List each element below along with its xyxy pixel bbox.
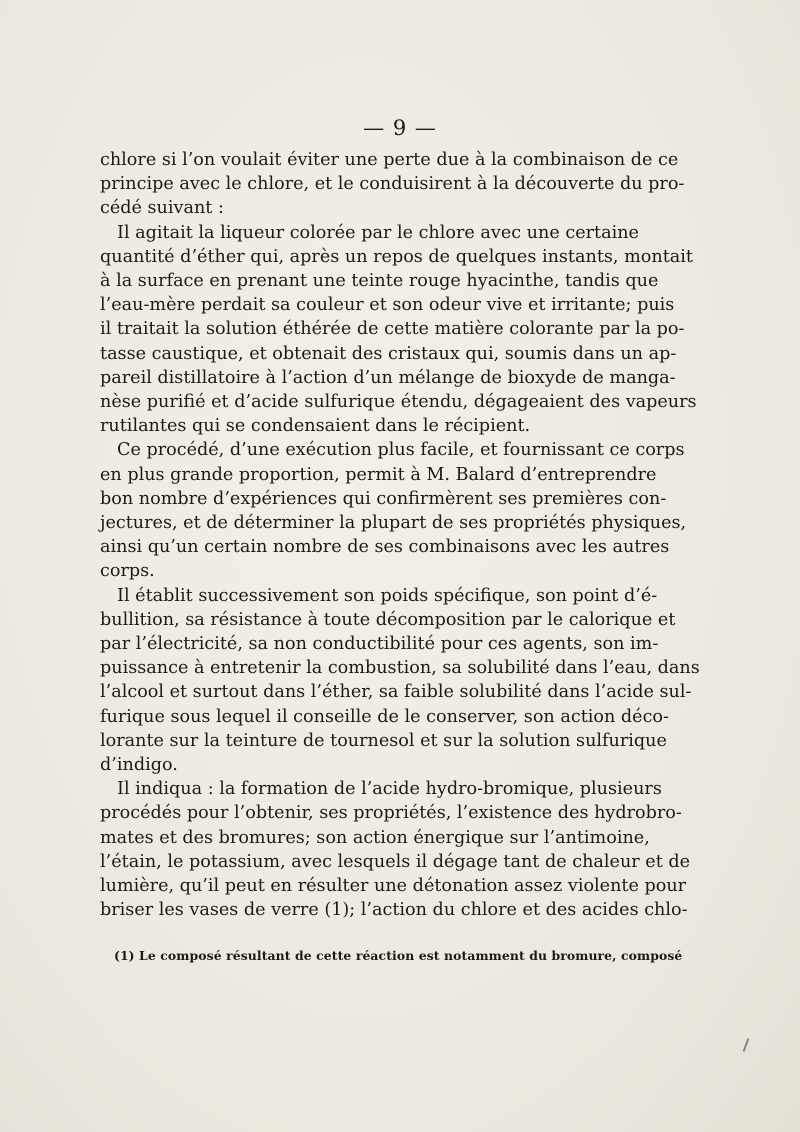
paragraph-start-line: Il établit successivement son poids spécifique, son point d’é- — [117, 585, 658, 606]
text-line: rutilantes qui se condensaient dans le récipient. — [100, 416, 531, 437]
text-line: puissance à entretenir la combustion, sa solubilité dans l’eau, dans — [100, 658, 700, 679]
text-line: bon nombre d’expériences qui confirmèrent ses premières con- — [100, 488, 667, 509]
text-line: il traitait la solution éthérée de cette matière colorante par la po- — [100, 319, 685, 340]
text-line: bullition, sa résistance à toute décomposition par le calorique et — [100, 609, 676, 630]
paragraph-start-line: Ce procédé, d’une exécution plus facile, et fournissant ce corps — [117, 440, 685, 461]
text-line: cédé suivant : — [100, 198, 224, 219]
text-line: tasse caustique, et obtenait des cristaux qui, soumis dans un ap- — [100, 343, 677, 364]
text-line: l’eau-mère perdait sa couleur et son odeur vive et irritante; puis — [100, 295, 675, 316]
text-line: en plus grande proportion, permit à M. Balard d’entreprendre — [100, 464, 657, 485]
text-line: procédés pour l’obtenir, ses propriétés, l’existence des hydrobro- — [100, 803, 682, 824]
text-line: ainsi qu’un certain nombre de ses combinaisons avec les autres — [100, 537, 670, 558]
text-line: nèse purifié et d’acide sulfurique étendu, dégageaient des vapeurs — [100, 392, 697, 413]
paragraph-start-line: Il indiqua : la formation de l’acide hydro-bromique, plusieurs — [117, 779, 662, 800]
text-line: quantité d’éther qui, après un repos de quelques instants, montait — [100, 246, 693, 267]
text-line: corps. — [100, 561, 155, 582]
text-line: furique sous lequel il conseille de le conserver, son action déco- — [100, 706, 669, 727]
footnote: (1) Le composé résultant de cette réaction est notamment du bromure, composé — [114, 948, 683, 963]
text-line: lumière, qu’il peut en résulter une détonation assez violente pour — [100, 876, 687, 897]
text-line: jectures, et de déterminer la plupart de ses propriétés physiques, — [100, 513, 687, 534]
paper-speck — [743, 1038, 750, 1052]
text-line: l’alcool et surtout dans l’éther, sa faible solubilité dans l’acide sul- — [100, 682, 692, 703]
text-line: chlore si l’on voulait éviter une perte due à la combinaison de ce — [100, 150, 679, 170]
text-line: l’étain, le potassium, avec lesquels il dégage tant de chaleur et de — [100, 851, 691, 872]
text-line: principe avec le chlore, et le conduisirent à la découverte du pro- — [100, 174, 685, 195]
text-line: d’indigo. — [100, 755, 178, 776]
paragraph-start-line: Il agitait la liqueur colorée par le chlore avec une certaine — [117, 222, 639, 243]
text-line: mates et des bromures; son action énergique sur l’antimoine, — [100, 827, 650, 848]
text-line: briser les vases de verre (1); l’action du chlore et des acides chlo- — [100, 900, 688, 921]
text-line: par l’électricité, sa non conductibilité pour ces agents, son im- — [100, 634, 659, 655]
text-line: à la surface en prenant une teinte rouge hyacinthe, tandis que — [100, 271, 659, 292]
text-line: lorante sur la teinture de tournesol et sur la solution sulfurique — [100, 730, 667, 751]
text-line: pareil distillatoire à l’action d’un mélange de bioxyde de manga- — [100, 367, 676, 388]
body-text — [100, 148, 700, 923]
page-number: — 9 — — [363, 116, 437, 140]
